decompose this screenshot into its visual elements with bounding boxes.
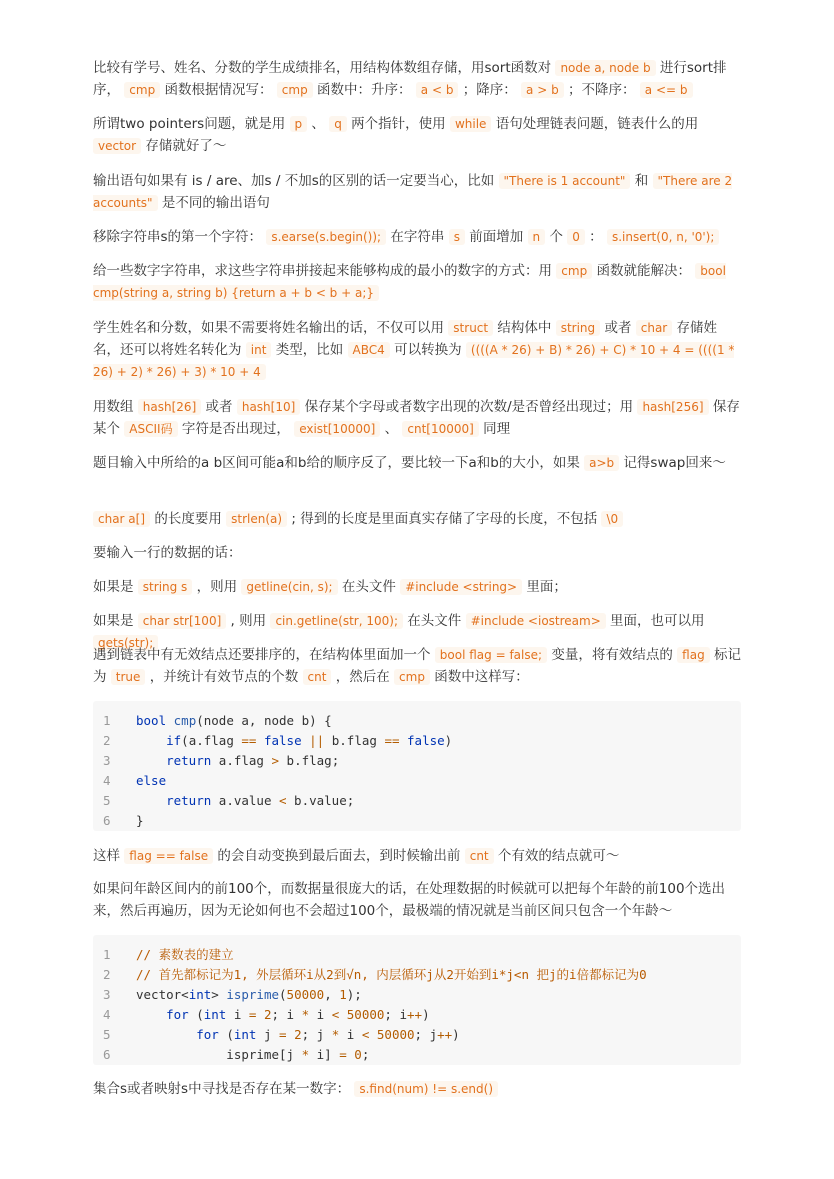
inline-code: char bbox=[636, 320, 673, 336]
text-run: 、 bbox=[380, 421, 403, 437]
inline-code: gets(str); bbox=[93, 635, 158, 651]
inline-code: a > b bbox=[521, 82, 564, 98]
text-run: ，则用 bbox=[192, 579, 242, 595]
paragraph bbox=[93, 1078, 743, 1100]
text-run: 在头文件 bbox=[337, 579, 401, 595]
code-token: 50000 bbox=[286, 987, 325, 1002]
code-line bbox=[93, 731, 741, 751]
inline-code: string bbox=[556, 320, 600, 336]
code-token: > bbox=[211, 987, 227, 1002]
text-run: 记得swap回来～ bbox=[619, 455, 726, 471]
inline-code: bool flag = false; bbox=[435, 647, 547, 663]
inline-code: cnt[10000] bbox=[402, 421, 478, 437]
code-token: ) bbox=[452, 1027, 460, 1042]
inline-code: ASCII码 bbox=[124, 421, 177, 437]
text-run: 字符是否出现过， bbox=[177, 421, 295, 437]
inline-code: char str[100] bbox=[138, 613, 226, 629]
inline-code: s.insert(0, n, '0'); bbox=[607, 229, 719, 245]
code-text bbox=[136, 965, 647, 985]
text-run: ： bbox=[584, 229, 607, 245]
code-line bbox=[93, 985, 741, 1005]
code-token bbox=[400, 733, 408, 748]
code-token: b.flag bbox=[324, 733, 385, 748]
inline-code: q bbox=[329, 116, 347, 132]
code-token bbox=[256, 733, 264, 748]
code-token bbox=[136, 753, 166, 768]
text-run: 函数中：升序： bbox=[312, 82, 416, 98]
text-run: 存储姓名，还可以将姓名转化为 bbox=[93, 320, 718, 358]
code-line bbox=[93, 1045, 741, 1065]
code-token bbox=[256, 1007, 264, 1022]
text-run: 结构体中 bbox=[493, 320, 556, 336]
code-token: ; bbox=[361, 1047, 370, 1062]
code-token: i bbox=[226, 1007, 249, 1022]
inline-code: node a, node b bbox=[555, 60, 655, 76]
text-run: 这样 bbox=[93, 848, 125, 864]
code-token: a.flag bbox=[211, 753, 272, 768]
text-run: 、 bbox=[307, 116, 330, 132]
text-run: 遇到链表中有无效结点还要排序的，在结构体里面加一个 bbox=[93, 647, 435, 663]
code-token: (a.flag bbox=[181, 733, 242, 748]
code-token: // 首先都标记为1, 外层循环i从2到√n, 内层循环j从2开始到i*j<n 把j的i倍都标记为0 bbox=[136, 967, 647, 982]
code-text bbox=[136, 771, 166, 791]
inline-code: vector bbox=[93, 138, 141, 154]
inline-code: flag == false bbox=[124, 848, 213, 864]
paragraph bbox=[93, 878, 743, 922]
code-line bbox=[93, 965, 741, 985]
line-number: 2 bbox=[103, 733, 111, 748]
code-token: ; j bbox=[301, 1027, 332, 1042]
inline-code: s.find(num) != s.end() bbox=[354, 1081, 498, 1097]
code-token: ++ bbox=[437, 1027, 453, 1042]
text-run: 语句处理链表问题，链表什么的用 bbox=[491, 116, 699, 132]
text-run: ，然后在 bbox=[331, 669, 395, 685]
code-text bbox=[136, 751, 339, 771]
code-token: 1 bbox=[339, 987, 347, 1002]
text-run: 用数组 bbox=[93, 399, 138, 415]
code-token bbox=[339, 1007, 347, 1022]
text-run: 函数中这样写： bbox=[429, 669, 529, 685]
text-run: ；降序： bbox=[458, 82, 522, 98]
code-line bbox=[93, 751, 741, 771]
code-token: 2 bbox=[263, 1007, 272, 1022]
paragraph bbox=[93, 644, 743, 688]
line-number: 3 bbox=[103, 753, 111, 768]
inline-code: int bbox=[246, 342, 272, 358]
inline-code: cnt bbox=[465, 848, 494, 864]
code-token: int bbox=[233, 1027, 257, 1042]
code-token: int bbox=[188, 987, 212, 1002]
text-run: 进行sort排序， bbox=[93, 60, 727, 98]
inline-code: hash[256] bbox=[637, 399, 708, 415]
text-run: 题目输入中所给的a b区间可能a和b给的顺序反了，要比较一下a和b的大小，如果 bbox=[93, 455, 585, 471]
code-token: for bbox=[166, 1007, 189, 1022]
code-token: false bbox=[407, 733, 445, 748]
code-token: < bbox=[279, 793, 287, 808]
inline-code: cmp bbox=[394, 669, 430, 685]
code-token: * bbox=[331, 1027, 340, 1042]
text-run: 个 bbox=[545, 229, 568, 245]
text-run: 同理 bbox=[478, 421, 511, 437]
inline-code: hash[10] bbox=[237, 399, 300, 415]
line-number: 2 bbox=[103, 967, 111, 982]
code-token: b.value; bbox=[286, 793, 355, 808]
code-token: cmp bbox=[173, 713, 197, 728]
inline-code: string s bbox=[138, 579, 193, 595]
text-run: 类型，比如 bbox=[271, 342, 348, 358]
line-number: 1 bbox=[103, 713, 111, 728]
code-token bbox=[136, 733, 166, 748]
text-run: 函数根据情况写： bbox=[160, 82, 277, 98]
code-token: ) bbox=[422, 1007, 430, 1022]
line-number: 4 bbox=[103, 773, 111, 788]
inline-code: ((((A * 26) + B) * 26) + C) * 10 + 4 = ((((1 * 26) + 2) * 26) + 3) * 10 + 4 bbox=[93, 343, 735, 379]
inline-code: s.earse(s.begin()); bbox=[266, 229, 386, 245]
text-run: 给一些数字字符串，求这些字符串拼接起来能够构成的最小的数字的方式：用 bbox=[93, 263, 557, 279]
code-token: j bbox=[256, 1027, 280, 1042]
text-run: 存储就好了～ bbox=[141, 138, 227, 154]
code-token: // 素数表的建立 bbox=[136, 947, 234, 962]
text-run: 或者 bbox=[600, 320, 636, 336]
code-token: 50000 bbox=[346, 1007, 385, 1022]
paragraph bbox=[93, 226, 743, 248]
code-token: bool bbox=[136, 713, 174, 728]
inline-code: bool cmp(string a, string b) {return a + b < b + a;} bbox=[93, 264, 726, 300]
code-line bbox=[93, 945, 741, 965]
code-token: < bbox=[331, 1007, 340, 1022]
code-token: (node a, node b) { bbox=[196, 713, 332, 728]
code-token bbox=[136, 1027, 196, 1042]
inline-code: true bbox=[111, 669, 146, 685]
code-token: ( bbox=[218, 1027, 234, 1042]
text-run: 的会自动变换到最后面去，到时候输出前 bbox=[213, 848, 465, 864]
text-run: 里面； bbox=[522, 579, 567, 595]
code-token: } bbox=[136, 813, 144, 828]
text-run: 函数就能解决： bbox=[592, 263, 696, 279]
text-run: 所谓two pointers问题，就是用 bbox=[93, 116, 290, 132]
line-number: 5 bbox=[103, 1027, 111, 1042]
code-token: isprime[j bbox=[136, 1047, 302, 1062]
code-text bbox=[136, 791, 354, 811]
paragraph bbox=[93, 113, 743, 157]
code-token: else bbox=[136, 773, 167, 788]
code-token: * bbox=[301, 1047, 310, 1062]
inline-code: a <= b bbox=[640, 82, 693, 98]
inline-code: n bbox=[528, 229, 546, 245]
text-run: ; 得到的长度是里面真实存储了字母的长度，不包括 bbox=[287, 511, 602, 527]
paragraph bbox=[93, 452, 743, 474]
code-token: = bbox=[279, 1027, 287, 1042]
text-run: 如果是 bbox=[93, 579, 138, 595]
inline-code: cmp bbox=[556, 263, 592, 279]
text-run: 如果是 bbox=[93, 613, 138, 629]
inline-code: cmp bbox=[277, 82, 313, 98]
code-token: return bbox=[166, 753, 212, 768]
code-token: || bbox=[309, 733, 325, 748]
line-number: 4 bbox=[103, 1007, 111, 1022]
code-token: ( bbox=[188, 1007, 204, 1022]
code-token: < bbox=[361, 1027, 370, 1042]
text-run: 两个指针，使用 bbox=[346, 116, 450, 132]
code-token: == bbox=[384, 733, 400, 748]
code-token: ; i bbox=[384, 1007, 407, 1022]
text-run: 或者 bbox=[201, 399, 237, 415]
code-text bbox=[136, 985, 362, 1005]
code-token: ++ bbox=[407, 1007, 423, 1022]
paragraph bbox=[93, 57, 743, 101]
code-line bbox=[93, 1005, 741, 1025]
inline-code: #include <string> bbox=[400, 579, 522, 595]
code-token bbox=[136, 793, 166, 808]
text-run: , 则用 bbox=[226, 613, 271, 629]
code-text bbox=[136, 1005, 430, 1025]
text-run: 可以转换为 bbox=[389, 342, 466, 358]
text-run: 的长度要用 bbox=[150, 511, 227, 527]
inline-code: #include <iostream> bbox=[466, 613, 606, 629]
text-run: 保存某个字母或者数字出现的次数/是否曾经出现过；用 bbox=[300, 399, 638, 415]
code-token: int bbox=[203, 1007, 227, 1022]
paragraph bbox=[93, 170, 743, 214]
code-token: false bbox=[263, 733, 302, 748]
text-run: 标记为 bbox=[93, 647, 741, 685]
code-line bbox=[93, 811, 741, 831]
text-run: 保存某个 bbox=[93, 399, 740, 437]
inline-code: a>b bbox=[584, 455, 619, 471]
inline-code: \0 bbox=[601, 511, 623, 527]
inline-code: cmp bbox=[124, 82, 160, 98]
code-token: > bbox=[271, 753, 280, 768]
inline-code: cnt bbox=[303, 669, 332, 685]
code-token bbox=[287, 1027, 295, 1042]
text-run: 和 bbox=[630, 173, 653, 189]
inline-code: "There is 1 account" bbox=[499, 173, 631, 189]
code-text bbox=[136, 711, 332, 731]
inline-code: ABC4 bbox=[348, 342, 390, 358]
text-run: 集合s或者映射s中寻找是否存在某一数字： bbox=[93, 1081, 355, 1097]
code-line bbox=[93, 711, 741, 731]
text-run: 学生姓名和分数，如果不需要将姓名输出的话，不仅可以用 bbox=[93, 320, 449, 336]
paragraph bbox=[93, 317, 743, 383]
inline-code: s bbox=[449, 229, 465, 245]
code-line bbox=[93, 791, 741, 811]
text-run: 变量，将有效结点的 bbox=[547, 647, 678, 663]
code-token: isprime bbox=[226, 987, 280, 1002]
code-block bbox=[93, 701, 741, 831]
line-number: 6 bbox=[103, 813, 111, 828]
inline-code: getline(cin, s); bbox=[241, 579, 337, 595]
paragraph bbox=[93, 260, 743, 304]
text-run: 个有效的结点就可～ bbox=[493, 848, 620, 864]
inline-code: flag bbox=[677, 647, 710, 663]
code-token: ); bbox=[346, 987, 362, 1002]
code-token: = bbox=[248, 1007, 257, 1022]
inline-code: "There are 2 accounts" bbox=[93, 174, 733, 210]
code-token: , bbox=[324, 987, 340, 1002]
inline-code: p bbox=[290, 116, 308, 132]
code-token: i bbox=[339, 1027, 362, 1042]
code-token: ) bbox=[444, 733, 453, 748]
inline-code: strlen(a) bbox=[226, 511, 287, 527]
inline-code: exist[10000] bbox=[294, 421, 380, 437]
code-line bbox=[93, 1025, 741, 1045]
text-run: 前面增加 bbox=[464, 229, 528, 245]
code-text bbox=[136, 1025, 460, 1045]
code-token: ( bbox=[279, 987, 287, 1002]
code-token: if bbox=[166, 733, 182, 748]
code-token: return bbox=[166, 793, 212, 808]
text-run: ；不降序： bbox=[563, 82, 640, 98]
line-number: 3 bbox=[103, 987, 111, 1002]
code-token: for bbox=[196, 1027, 219, 1042]
code-token: == bbox=[241, 733, 257, 748]
code-token: ; i bbox=[271, 1007, 302, 1022]
code-text bbox=[136, 731, 452, 751]
code-token: a.value bbox=[211, 793, 279, 808]
code-text bbox=[136, 1045, 369, 1065]
inline-code: struct bbox=[448, 320, 493, 336]
code-text bbox=[136, 945, 234, 965]
line-number: 5 bbox=[103, 793, 111, 808]
code-token: vector< bbox=[136, 987, 189, 1002]
inline-code: while bbox=[450, 116, 491, 132]
inline-code: hash[26] bbox=[138, 399, 201, 415]
text-run: 移除字符串s的第一个字符： bbox=[93, 229, 267, 245]
code-token: * bbox=[301, 1007, 310, 1022]
code-block bbox=[93, 935, 741, 1065]
code-token: 50000 bbox=[376, 1027, 415, 1042]
code-token bbox=[369, 1027, 377, 1042]
code-token: 2 bbox=[294, 1027, 302, 1042]
code-text bbox=[136, 811, 144, 831]
paragraph bbox=[93, 396, 743, 440]
text-run: 里面，也可以用 bbox=[605, 613, 705, 629]
code-token: 0 bbox=[354, 1047, 362, 1062]
code-line bbox=[93, 771, 741, 791]
code-token: ; j bbox=[414, 1027, 438, 1042]
code-token bbox=[136, 1007, 166, 1022]
inline-code: 0 bbox=[567, 229, 585, 245]
text-run: 如果问年龄区间内的前100个，而数据量很庞大的话，在处理数据的时候就可以把每个年龄的前100个选出来，然后再遍历，因为无论如何也不会超过100个，最极端的情况就是当前区间只包含一个年龄～ bbox=[93, 881, 726, 919]
line-number: 6 bbox=[103, 1047, 111, 1062]
text-run: 在头文件 bbox=[402, 613, 466, 629]
line-number: 1 bbox=[103, 947, 111, 962]
text-run: 比较有学号、姓名、分数的学生成绩排名，用结构体数组存储，用sort函数对 bbox=[93, 60, 556, 76]
text-run: ，并统计有效节点的个数 bbox=[145, 669, 303, 685]
inline-code: a < b bbox=[416, 82, 459, 98]
code-token: = bbox=[339, 1047, 347, 1062]
text-run: 在字符串 bbox=[386, 229, 449, 245]
paragraph bbox=[93, 542, 743, 564]
text-run: 是不同的输出语句 bbox=[157, 195, 270, 211]
paragraph bbox=[93, 508, 743, 530]
code-token: b.flag; bbox=[279, 753, 340, 768]
code-token: i bbox=[309, 1007, 332, 1022]
inline-code: char a[] bbox=[93, 511, 150, 527]
paragraph bbox=[93, 845, 743, 867]
text-run: 要输入一行的数据的话： bbox=[93, 545, 242, 561]
paragraph bbox=[93, 576, 743, 598]
code-token: i] bbox=[309, 1047, 340, 1062]
text-run: 输出语句如果有 is / are、加s / 不加s的区别的话一定要当心，比如 bbox=[93, 173, 499, 189]
inline-code: cin.getline(str, 100); bbox=[270, 613, 403, 629]
